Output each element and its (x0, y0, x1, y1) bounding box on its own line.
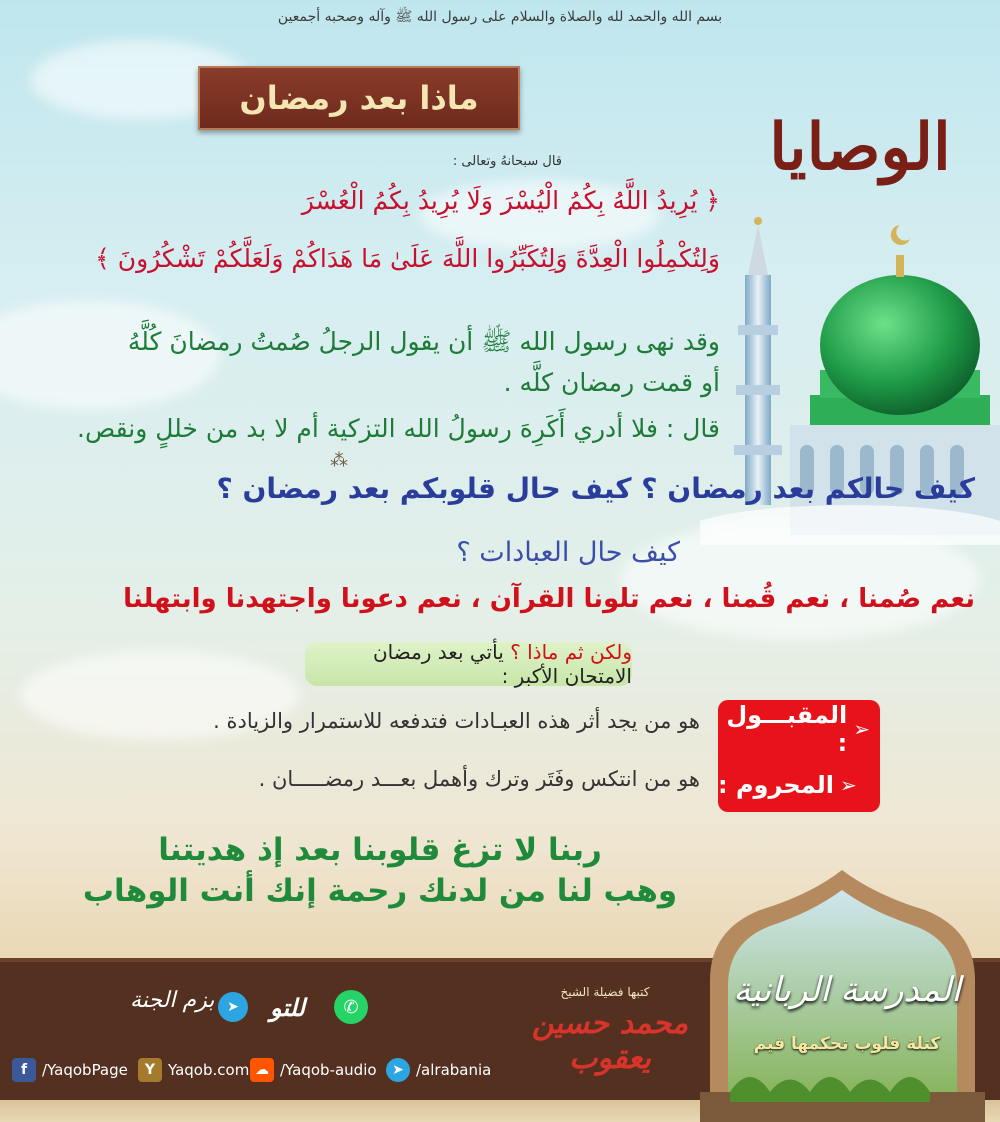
facebook-icon: f (12, 1058, 36, 1082)
lilah-logo-text: للتو (270, 994, 305, 1022)
author-caption: كتبها فضيلة الشيخ (560, 985, 650, 999)
quran-verse-line: وَلِتُكْمِلُوا الْعِدَّةَ وَلِتُكَبِّرُوا اللَّهَ عَلَىٰ مَا هَدَاكُمْ وَلَعَلَّكُمْ تَشْكُرُونَ ﴾ (95, 244, 720, 273)
arrow-icon: ➢ (840, 773, 857, 797)
hadith-line: أو قمت رمضان كلَّه . (503, 368, 720, 397)
accepted-label: المقبـــول : (726, 701, 848, 757)
arrow-icon: ➢ (853, 717, 870, 741)
dua-line: وهب لنا من لدنك رحمة إنك أنت الوهاب (82, 873, 678, 909)
website-link-label: Yaqob.com (168, 1061, 250, 1079)
website-icon: Y (138, 1058, 162, 1082)
question-heading: كيف حالكم بعد رمضان ؟ كيف حال قلوبكم بعد رمضان ؟ (216, 472, 975, 505)
deprived-description: هو من انتكس وفَتَر وترك وأهمل بعـــد رمضـــــان . (258, 767, 700, 791)
telegram-link-label: /alrabania (416, 1061, 492, 1079)
series-title: الوصايا (769, 110, 951, 185)
accepted-tag (718, 700, 880, 758)
bismillah-header: بسم الله والحمد لله والصلاة والسلام على رسول الله ﷺ وآله وصحبه أجمعين (277, 9, 723, 25)
website-link[interactable] (138, 1058, 249, 1082)
hazm-logo-text: بزم الجنة (130, 988, 215, 1013)
exam-statement: يأتي بعد رمضان الامتحان الأكبر : (372, 640, 632, 688)
telegram-channel-link[interactable] (386, 1058, 491, 1082)
telegram-icon: ➤ (386, 1058, 410, 1082)
soundcloud-icon: ☁ (250, 1058, 274, 1082)
author-name: محمد حسين يعقوب (531, 1006, 689, 1076)
deprived-label: المحروم : (718, 771, 835, 799)
ornament-divider: ⁂ (330, 450, 348, 471)
hadith-line: قال : فلا أدري أَكَرِهَ رسولُ الله التزكية أم لا بد من خللٍ ونقص. (77, 414, 720, 443)
deprived-tag (718, 758, 880, 812)
soundcloud-link[interactable] (250, 1058, 377, 1082)
question-heading: كيف حال العبادات ؟ (456, 537, 680, 568)
exam-banner (305, 642, 632, 686)
page-title: ماذا بعد رمضان (239, 79, 479, 117)
telegram-icon[interactable]: ➤ (218, 992, 248, 1022)
facebook-link[interactable] (12, 1058, 128, 1082)
madrasa-name: المدرسة الربانية (733, 970, 961, 1010)
accepted-description: هو من يجد أثر هذه العبـادات فتدفعه للاستمرار والزيادة . (213, 709, 700, 733)
quran-intro: قال سبحانهُ وتعالى : (452, 154, 562, 169)
praise-line: نعم صُمنا ، نعم قُمنا ، نعم تلونا القرآن ، نعم دعونا واجتهدنا وابتهلنا (123, 584, 975, 614)
facebook-link-label: /YaqobPage (42, 1061, 128, 1079)
hadith-line: وقد نهى رسول الله ﷺ أن يقول الرجلُ صُمتُ رمضانَ كُلَّهُ (127, 327, 720, 356)
dua-line: ربنا لا تزغ قلوبنا بعد إذ هديتنا (158, 832, 602, 868)
soundcloud-link-label: /Yaqob-audio (280, 1061, 377, 1079)
madrasa-tagline: كتلة قلوب تحكمها قيم (753, 1034, 941, 1054)
exam-text (305, 640, 632, 688)
title-banner (198, 66, 520, 130)
quran-verse-line: ﴿ يُرِيدُ اللَّهُ بِكُمُ الْيُسْرَ وَلَا يُرِيدُ بِكُمُ الْعُسْرَ (301, 186, 720, 215)
exam-question: ولكن ثم ماذا ؟ (510, 640, 632, 664)
whatsapp-icon[interactable]: ✆ (334, 990, 368, 1024)
